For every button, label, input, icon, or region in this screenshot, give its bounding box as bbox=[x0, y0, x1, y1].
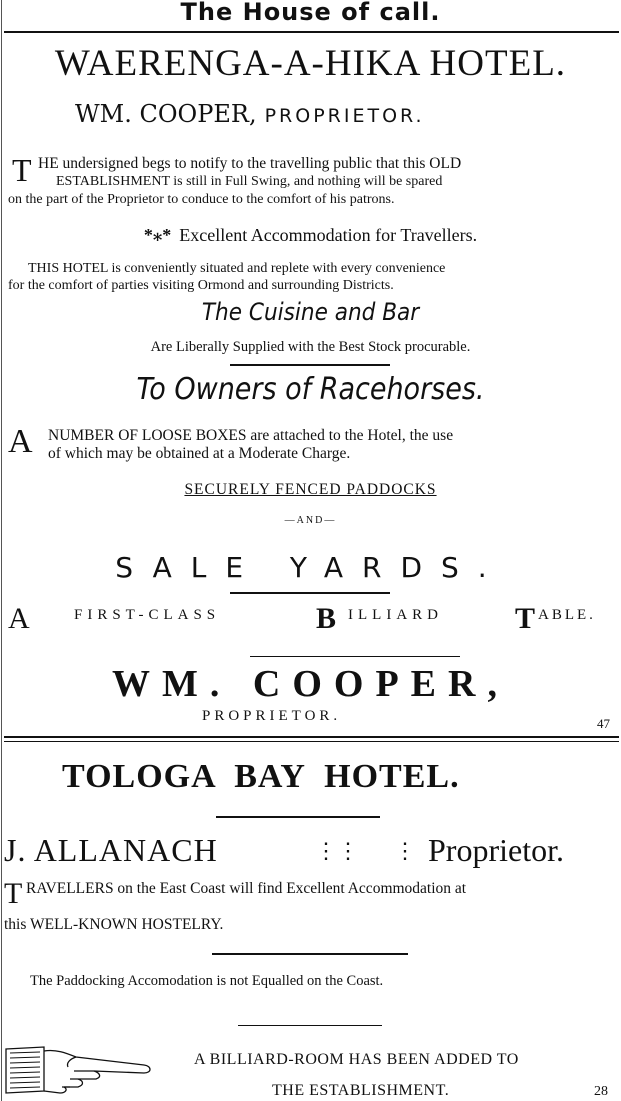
proprietor-name-2: J. ALLANACH bbox=[4, 832, 218, 868]
cuisine-text: Are Liberally Supplied with the Best Stock procurable. bbox=[150, 339, 471, 355]
divider bbox=[250, 656, 460, 657]
location-line-1: THIS HOTEL is conveniently situated and replete with every convenience bbox=[28, 261, 446, 276]
billiard-word: ILLIARD bbox=[348, 607, 443, 623]
divider bbox=[238, 1025, 382, 1026]
sign-name: WM. COOPER, bbox=[112, 663, 509, 705]
hotel-name: WAERENGA-A-HIKA HOTEL. bbox=[54, 43, 567, 84]
billiard-letter-a: A bbox=[8, 602, 30, 635]
asterism: *⁎* bbox=[143, 225, 172, 245]
boxes-line-2: of which may be obtained at a Moderate Charge. bbox=[48, 445, 351, 462]
accommodation-line bbox=[0, 225, 621, 246]
dots-separator: ⋮⋮ bbox=[315, 838, 359, 863]
billiard-table: ABLE. bbox=[538, 607, 596, 623]
divider bbox=[230, 592, 390, 594]
divider bbox=[230, 364, 390, 366]
column-rule bbox=[1, 0, 2, 1101]
paddocks-text: SECURELY FENCED PADDOCKS bbox=[184, 481, 437, 498]
billiard-letter-b: B bbox=[316, 602, 337, 635]
intro-line-3: on the part of the Proprietor to conduce to the comfort of his patrons. bbox=[8, 192, 395, 207]
billiard-line bbox=[8, 602, 620, 634]
proprietor-name: WM. COOPER, bbox=[75, 100, 257, 128]
proprietor-line bbox=[75, 100, 425, 128]
proprietor-title: PROPRIETOR. bbox=[264, 105, 425, 127]
paddocking-line: The Paddocking Accomodation is not Equalled on the Coast. bbox=[30, 973, 384, 989]
cuisine-heading: The Cuisine and Bar bbox=[201, 298, 420, 326]
proprietor-title-2: Proprietor. bbox=[428, 832, 564, 868]
travellers-line-1: RAVELLERS on the East Coast will find Excellent Accommodation at bbox=[26, 880, 467, 897]
drop-cap: T bbox=[12, 152, 32, 188]
divider bbox=[212, 953, 408, 955]
hotel-name-2: TOLOGA BAY HOTEL. bbox=[62, 758, 460, 795]
divider bbox=[4, 31, 619, 33]
travellers-line-2: this WELL-KNOWN HOSTELRY. bbox=[4, 916, 224, 933]
ref-number: 47 bbox=[597, 716, 610, 731]
pointing-hand-icon bbox=[4, 1041, 154, 1097]
location-line-2: for the comfort of parties visiting Ormond and surrounding Districts. bbox=[8, 278, 394, 293]
and-line: —AND— bbox=[284, 515, 337, 526]
divider bbox=[216, 816, 380, 818]
divider bbox=[4, 741, 619, 742]
paddocks-line bbox=[0, 481, 621, 499]
racehorse-heading: To Owners of Racehorses. bbox=[136, 372, 485, 407]
sign-title: PROPRIETOR. bbox=[202, 708, 342, 724]
ad-header: The House of call. bbox=[180, 0, 441, 26]
sale-yards: SALE YARDS. bbox=[115, 551, 506, 584]
accommodation-text: Excellent Accommodation for Travellers. bbox=[179, 225, 478, 245]
intro-line-1: HE undersigned begs to notify to the travelling public that this OLD bbox=[38, 155, 462, 172]
divider bbox=[4, 736, 619, 738]
ref-number-2: 28 bbox=[594, 1084, 608, 1099]
billiard-room-line-2: THE ESTABLISHMENT. bbox=[272, 1082, 450, 1099]
intro-line-2: ESTABLISHMENT is still in Full Swing, and nothing will be spared bbox=[56, 174, 443, 189]
boxes-line-1: NUMBER OF LOOSE BOXES are attached to the Hotel, the use bbox=[48, 427, 454, 444]
billiard-first-class: FIRST-CLASS bbox=[74, 607, 221, 623]
drop-cap: T bbox=[4, 877, 23, 910]
billiard-letter-t: T bbox=[515, 602, 536, 635]
drop-cap: A bbox=[8, 423, 33, 460]
billiard-room-line-1: A BILLIARD-ROOM HAS BEEN ADDED TO bbox=[194, 1051, 519, 1068]
dots-separator: ⋮ bbox=[394, 838, 416, 863]
